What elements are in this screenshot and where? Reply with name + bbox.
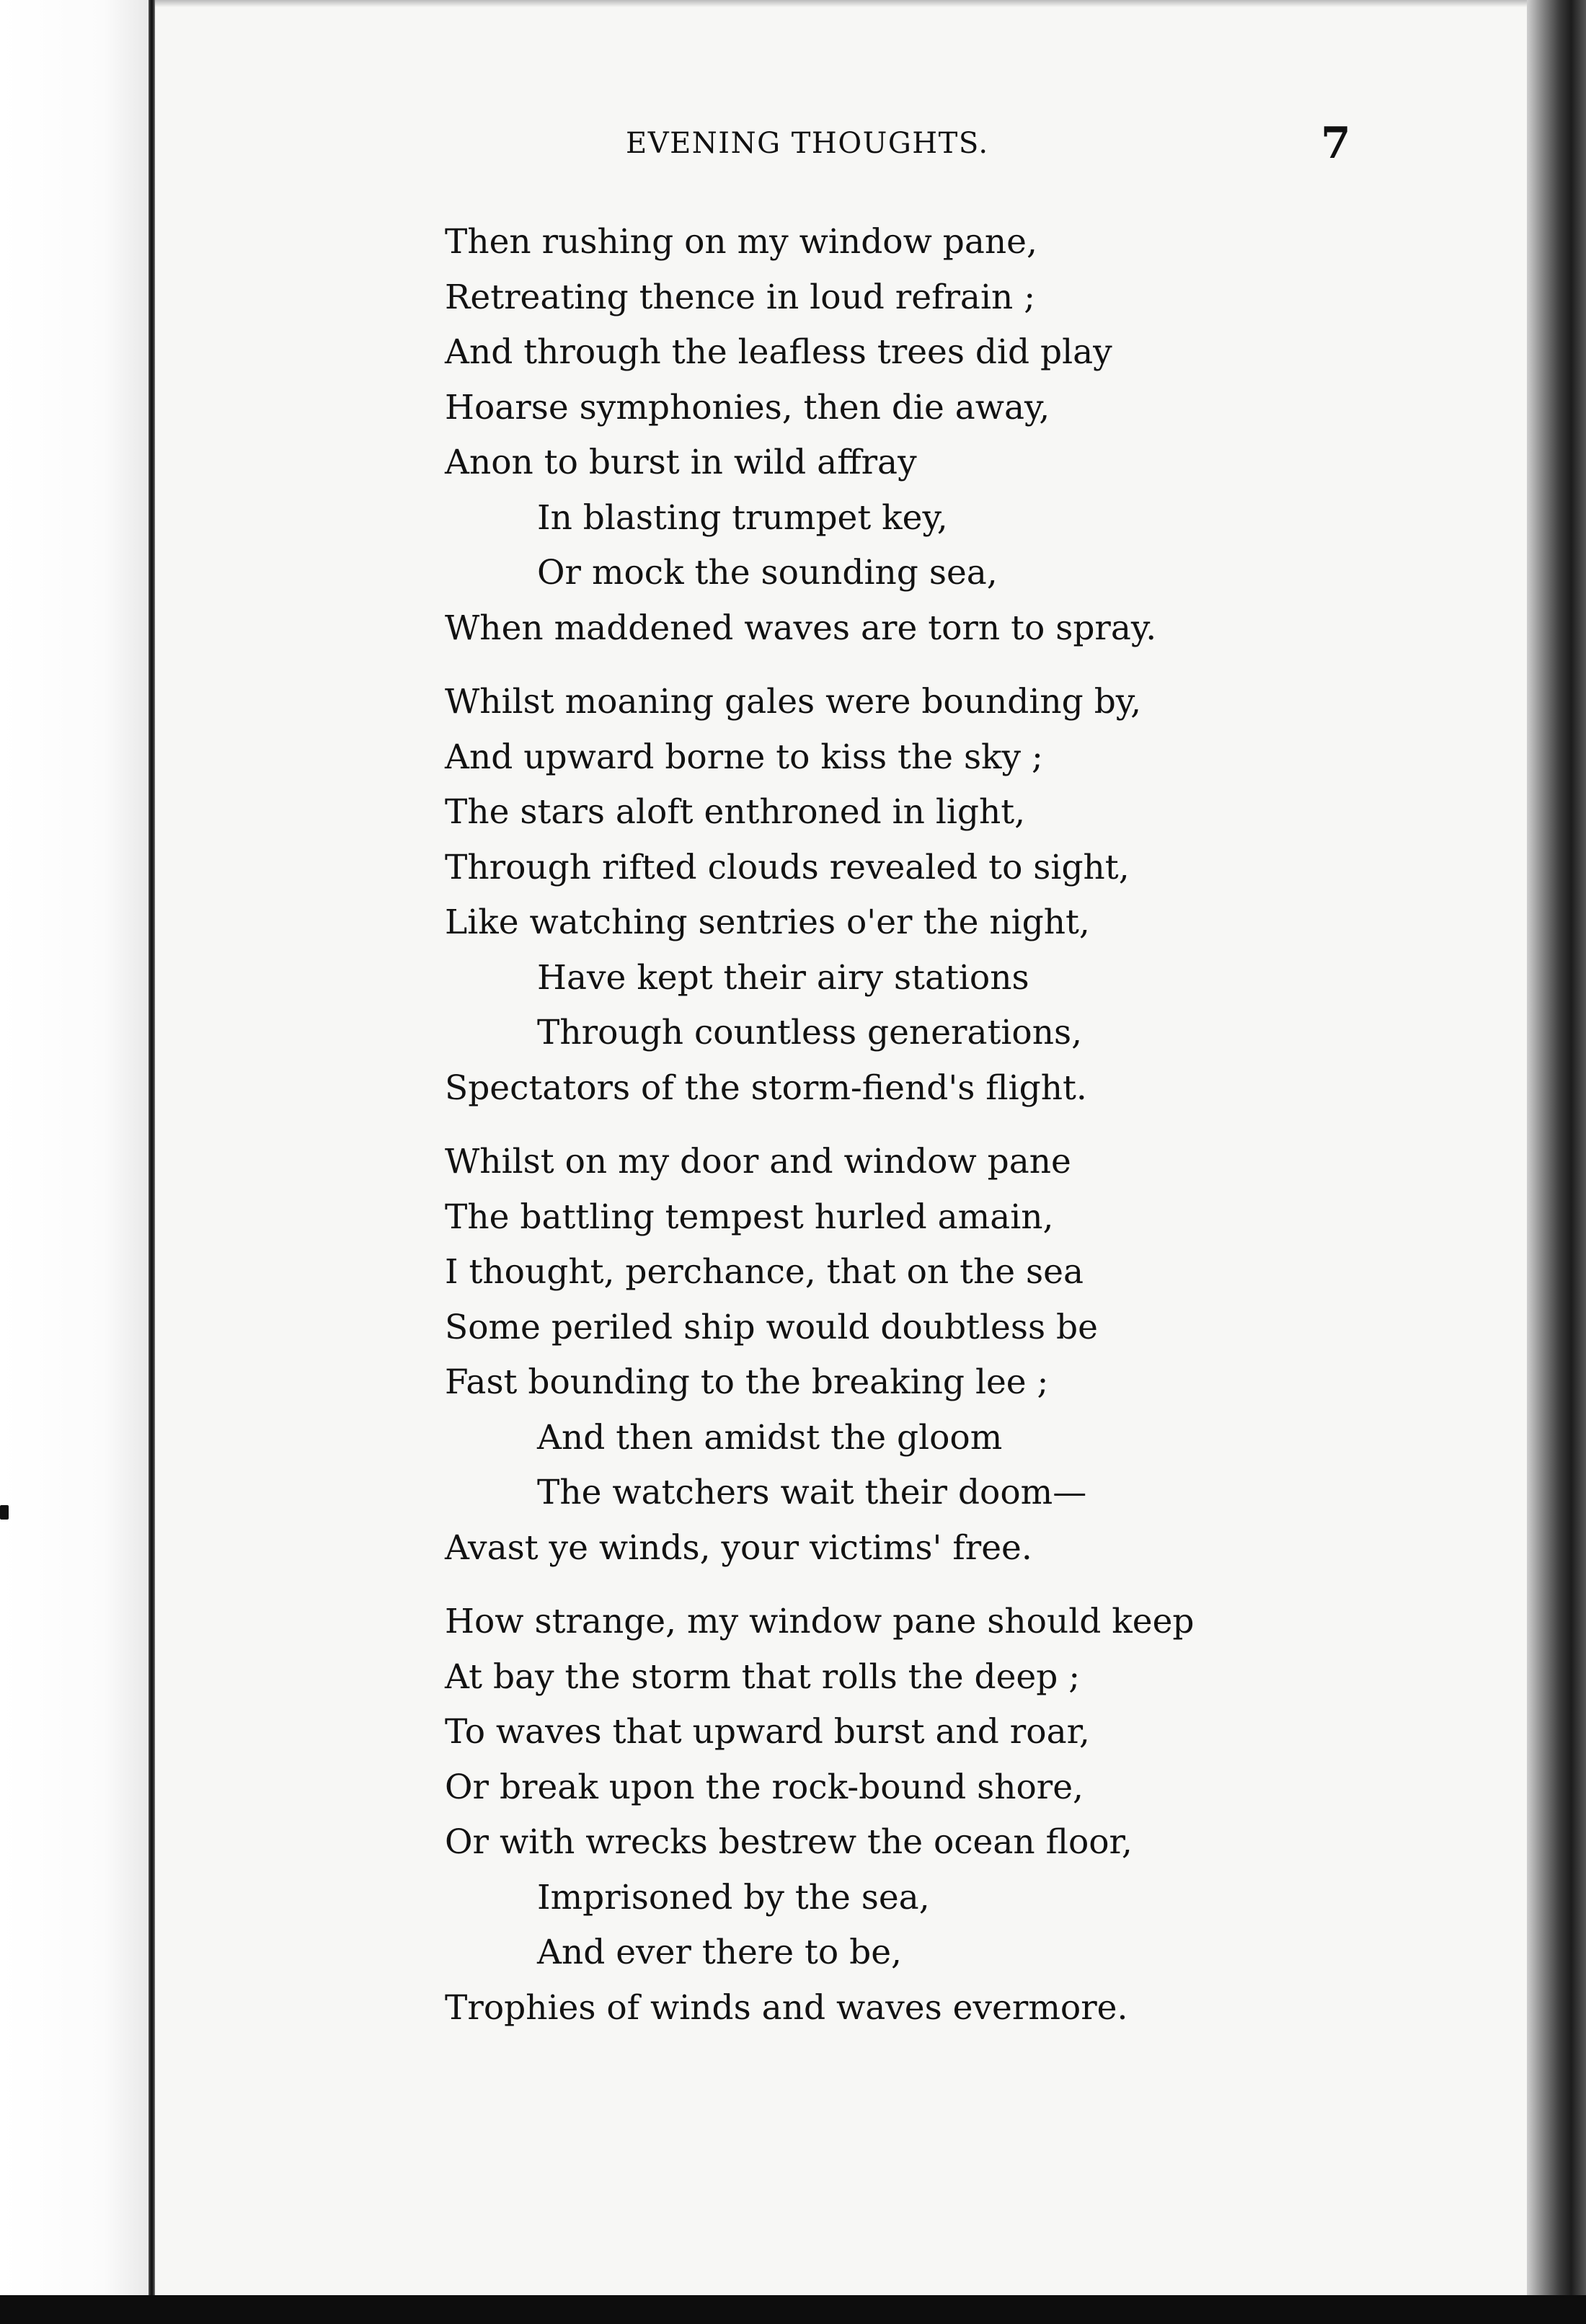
stanza [445,215,1526,656]
poem-line: Whilst on my door and window pane [445,1142,1071,1181]
top-edge [155,0,1527,7]
poem-line: Through countless generations, [537,1013,1083,1052]
stanza [445,675,1526,1116]
left-margin [0,0,149,2324]
bottom-edge [0,2295,1586,2324]
poem-line: Retreating thence in loud refrain ; [445,277,1036,317]
stray-mark [0,1505,9,1520]
poem-line: Anon to burst in wild affray [445,443,917,482]
page-edge [1527,0,1586,2324]
stanza [445,1135,1526,1576]
stanza [445,1595,1526,2036]
poem-line: And then amidst the gloom [537,1417,1003,1458]
page-header [0,118,1586,174]
running-head: EVENING THOUGHTS. [626,127,989,160]
poem-line: Or with wrecks bestrew the ocean floor, [445,1822,1133,1862]
poem-line: Whilst moaning gales were bounding by, [445,682,1142,722]
poem-line: The battling tempest hurled amain, [445,1197,1054,1237]
poem-line: Imprisoned by the sea, [537,1877,930,1917]
poem-line: Then rushing on my window pane, [445,222,1037,262]
page-number: 7 [1321,118,1351,169]
poem-line: Or mock the sounding sea, [537,553,998,593]
poem-line: Fast bounding to the breaking lee ; [445,1362,1049,1402]
poem-line: And through the leafless trees did play [445,332,1112,372]
poem-line: Like watching sentries o'er the night, [445,902,1090,942]
poem-line: At bay the storm that rolls the deep ; [445,1656,1081,1697]
poem-line: Through rifted clouds revealed to sight, [445,847,1130,887]
poem-line: Hoarse symphonies, then die away, [445,387,1050,427]
poem-line: Or break upon the rock-bound shore, [445,1767,1084,1807]
poem-body [445,215,1526,2054]
poem-line: How strange, my window pane should keep [445,1602,1195,1641]
poem-line: Trophies of winds and waves evermore. [445,1987,1128,2028]
binding-edge [149,0,155,2324]
poem-line: To waves that upward burst and roar, [445,1712,1090,1752]
poem-line: And upward borne to kiss the sky ; [445,737,1043,777]
poem-line: The watchers wait their doom— [537,1473,1087,1512]
poem-line: Have kept their airy stations [537,957,1029,998]
poem-line: When maddened waves are torn to spray. [445,608,1157,648]
poem-line: The stars aloft enthroned in light, [445,792,1026,832]
poem-line: I thought, perchance, that on the sea [445,1252,1084,1292]
poem-line: Avast ye winds, your victims' free. [445,1527,1032,1568]
poem-line: In blasting trumpet key, [537,497,948,538]
poem-line: And ever there to be, [537,1933,902,1972]
poem-line: Spectators of the storm-fiend's flight. [445,1068,1087,1108]
poem-line: Some periled ship would doubtless be [445,1307,1098,1347]
